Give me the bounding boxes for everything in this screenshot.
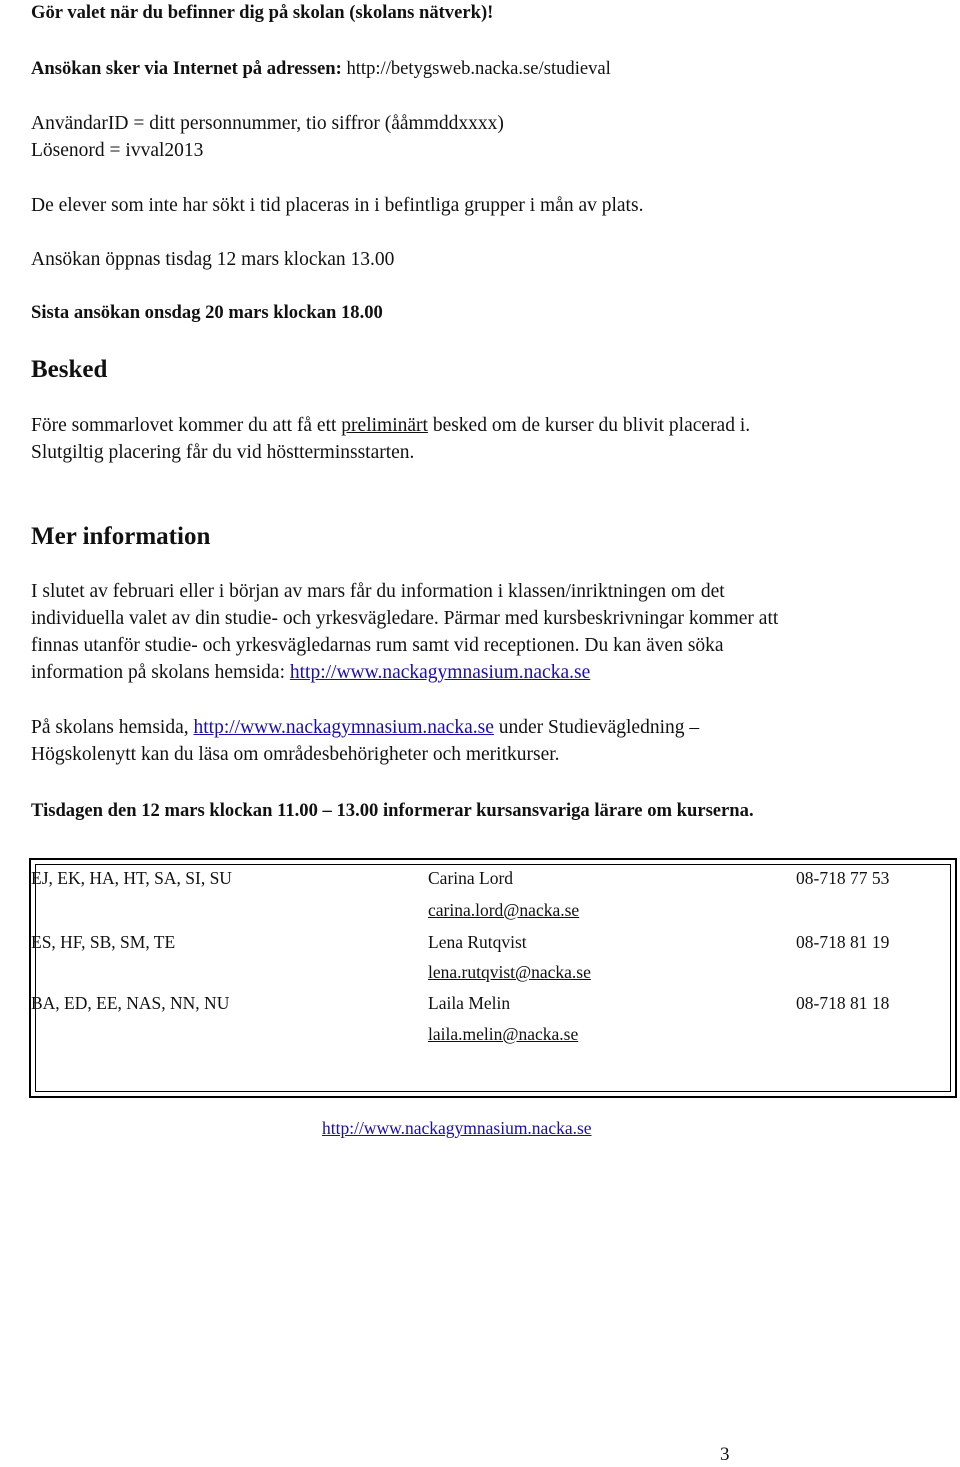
- contact-name-2: Lena Rutqvist: [428, 932, 527, 952]
- besked-underlined: preliminärt: [341, 415, 428, 436]
- programs-row-2: ES, HF, SB, SM, TE: [31, 932, 176, 952]
- info-line-5: [31, 714, 699, 741]
- userid-line: AnvändarID = ditt personnummer, tio siffror (ååmmddxxxx): [31, 113, 504, 134]
- contact-name-1: Carina Lord: [428, 868, 514, 888]
- contact-email-2[interactable]: lena.rutqvist@nacka.se: [428, 962, 591, 982]
- info-line-3: finnas utanför studie- och yrkesvägledarnas rum samt vid receptionen. Du kan även söka: [31, 635, 724, 656]
- intro-line: Gör valet när du befinner dig på skolan (skolans nätverk)!: [31, 2, 494, 23]
- besked-line-2: Slutgiltig placering får du vid höstterminsstarten.: [31, 442, 415, 463]
- contact-email-1[interactable]: carina.lord@nacka.se: [428, 900, 580, 920]
- contact-phone-2: 08-718 81 19: [796, 932, 890, 952]
- deadline: Sista ansökan onsdag 20 mars klockan 18.00: [31, 302, 383, 323]
- besked-text-b: besked om de kurser du blivit placerad i.: [427, 415, 751, 436]
- info-heading: Mer information: [31, 523, 211, 550]
- info-line-2: individuella valet av din studie- och yrkesvägledare. Pärmar med kursbeskrivningar kommer att: [31, 608, 779, 629]
- footer-website-link[interactable]: http://www.nackagymnasium.nacka.se: [322, 1118, 592, 1138]
- school-website-link[interactable]: http://www.nackagymnasium.nacka.se: [289, 662, 591, 683]
- application-url[interactable]: http://betygsweb.nacka.se/studieval: [346, 58, 611, 79]
- opening-date: Ansökan öppnas tisdag 12 mars klockan 13.00: [31, 249, 395, 270]
- address-prefix: Ansökan sker via Internet på adressen:: [31, 58, 347, 79]
- contact-phone-3: 08-718 81 18: [796, 993, 890, 1013]
- tuesday-info: Tisdagen den 12 mars klockan 11.00 – 13.00 informerar kursansvariga lärare om kurserna.: [31, 800, 754, 821]
- info-line-6: Högskolenytt kan du läsa om områdesbehörigheter och meritkurser.: [31, 744, 560, 765]
- info-line-5-suffix: under Studievägledning –: [493, 717, 700, 738]
- contact-email-3[interactable]: laila.melin@nacka.se: [428, 1024, 579, 1044]
- besked-text-a: Före sommarlovet kommer du att få ett: [31, 415, 342, 436]
- contact-phone-1: 08-718 77 53: [796, 868, 890, 888]
- info-line-4: [31, 659, 590, 686]
- besked-heading: Besked: [31, 356, 108, 383]
- info-line-5-prefix: På skolans hemsida,: [31, 717, 194, 738]
- placement-note: De elever som inte har sökt i tid placeras in i befintliga grupper i mån av plats.: [31, 195, 644, 216]
- school-website-link-2[interactable]: http://www.nackagymnasium.nacka.se: [193, 717, 494, 738]
- page-number: 3: [720, 1444, 730, 1465]
- password-line: Lösenord = ivval2013: [31, 140, 204, 161]
- programs-row-1: EJ, EK, HA, HT, SA, SI, SU: [31, 868, 232, 888]
- contact-name-3: Laila Melin: [428, 993, 511, 1013]
- application-address-line: [31, 58, 611, 80]
- besked-line-1: [31, 412, 750, 439]
- info-line-4-prefix: information på skolans hemsida:: [31, 662, 290, 683]
- programs-row-3: BA, ED, EE, NAS, NN, NU: [31, 993, 230, 1013]
- info-line-1: I slutet av februari eller i början av mars får du information i klassen/inriktningen om det: [31, 581, 725, 602]
